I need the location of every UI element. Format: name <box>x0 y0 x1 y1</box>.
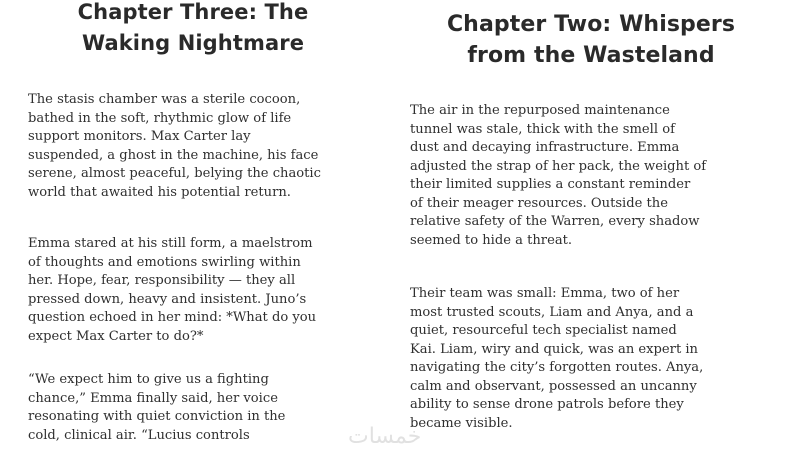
text-line: bathed in the soft, rhythmic glow of life <box>28 110 292 126</box>
text-line: their limited supplies a constant reminder <box>410 177 691 192</box>
text-line: The air in the repurposed maintenance <box>410 103 670 118</box>
chapter-title-left <box>28 0 358 59</box>
text-line: ability to sense drone patrols before they <box>410 397 684 412</box>
paragraph <box>28 91 358 202</box>
text-line: quiet, resourceful tech specialist named <box>410 323 677 338</box>
text-line: serene, almost peaceful, belying the chaotic <box>28 166 321 181</box>
title-line: from the Wasteland <box>467 43 715 68</box>
text-line: navigating the city’s forgotten routes. Anya, <box>410 360 704 375</box>
text-line: calm and observant, possessed an uncanny <box>410 378 697 394</box>
title-line: Chapter Two: Whispers <box>446 12 736 37</box>
text-line: resonating with quiet conviction in the <box>28 409 286 424</box>
text-line: of thoughts and emotions swirling within <box>28 254 301 270</box>
text-line: pressed down, heavy and insistent. Juno’s <box>28 291 307 307</box>
chapter-title-right <box>410 9 772 71</box>
text-line: suspended, a ghost in the machine, his face <box>28 147 319 163</box>
text-line: chance,” Emma finally said, her voice <box>28 390 278 406</box>
paragraph <box>28 235 358 346</box>
text-line: Kai. Liam, wiry and quick, was an expert in <box>410 341 698 357</box>
text-line: seemed to hide a threat. <box>410 232 573 248</box>
text-line: dust and decaying infrastructure. Emma <box>410 140 680 155</box>
text-line: most trusted scouts, Liam and Anya, and a <box>410 304 694 320</box>
text-line: support monitors. Max Carter lay <box>28 129 251 144</box>
text-line: adjusted the strap of her pack, the weight of <box>410 158 707 174</box>
paragraph <box>28 371 358 445</box>
paragraph <box>410 102 772 250</box>
text-line: “We expect him to give us a fighting <box>28 372 269 387</box>
title-line: Waking Nightmare <box>81 31 305 55</box>
text-line: The stasis chamber was a sterile cocoon, <box>28 92 301 107</box>
text-line: became visible. <box>410 415 513 431</box>
text-line: tunnel was stale, thick with the smell of <box>410 121 675 137</box>
text-line: her. Hope, fear, responsibility — they all <box>28 273 296 288</box>
text-line: Their team was small: Emma, two of her <box>410 286 680 301</box>
text-line: world that awaited his potential return. <box>28 184 291 200</box>
text-line: question echoed in her mind: *What do you <box>28 310 317 325</box>
paragraph <box>410 285 772 433</box>
text-line: relative safety of the Warren, every shadow <box>410 214 700 229</box>
text-line: expect Max Carter to do?* <box>28 328 204 344</box>
text-line: Emma stared at his still form, a maelstrom <box>28 236 313 251</box>
text-line: cold, clinical air. “Lucius controls <box>28 427 250 443</box>
watermark: خمسات <box>348 424 422 449</box>
title-line: Chapter Three: The <box>77 0 309 24</box>
text-line: of their meager resources. Outside the <box>410 195 668 211</box>
